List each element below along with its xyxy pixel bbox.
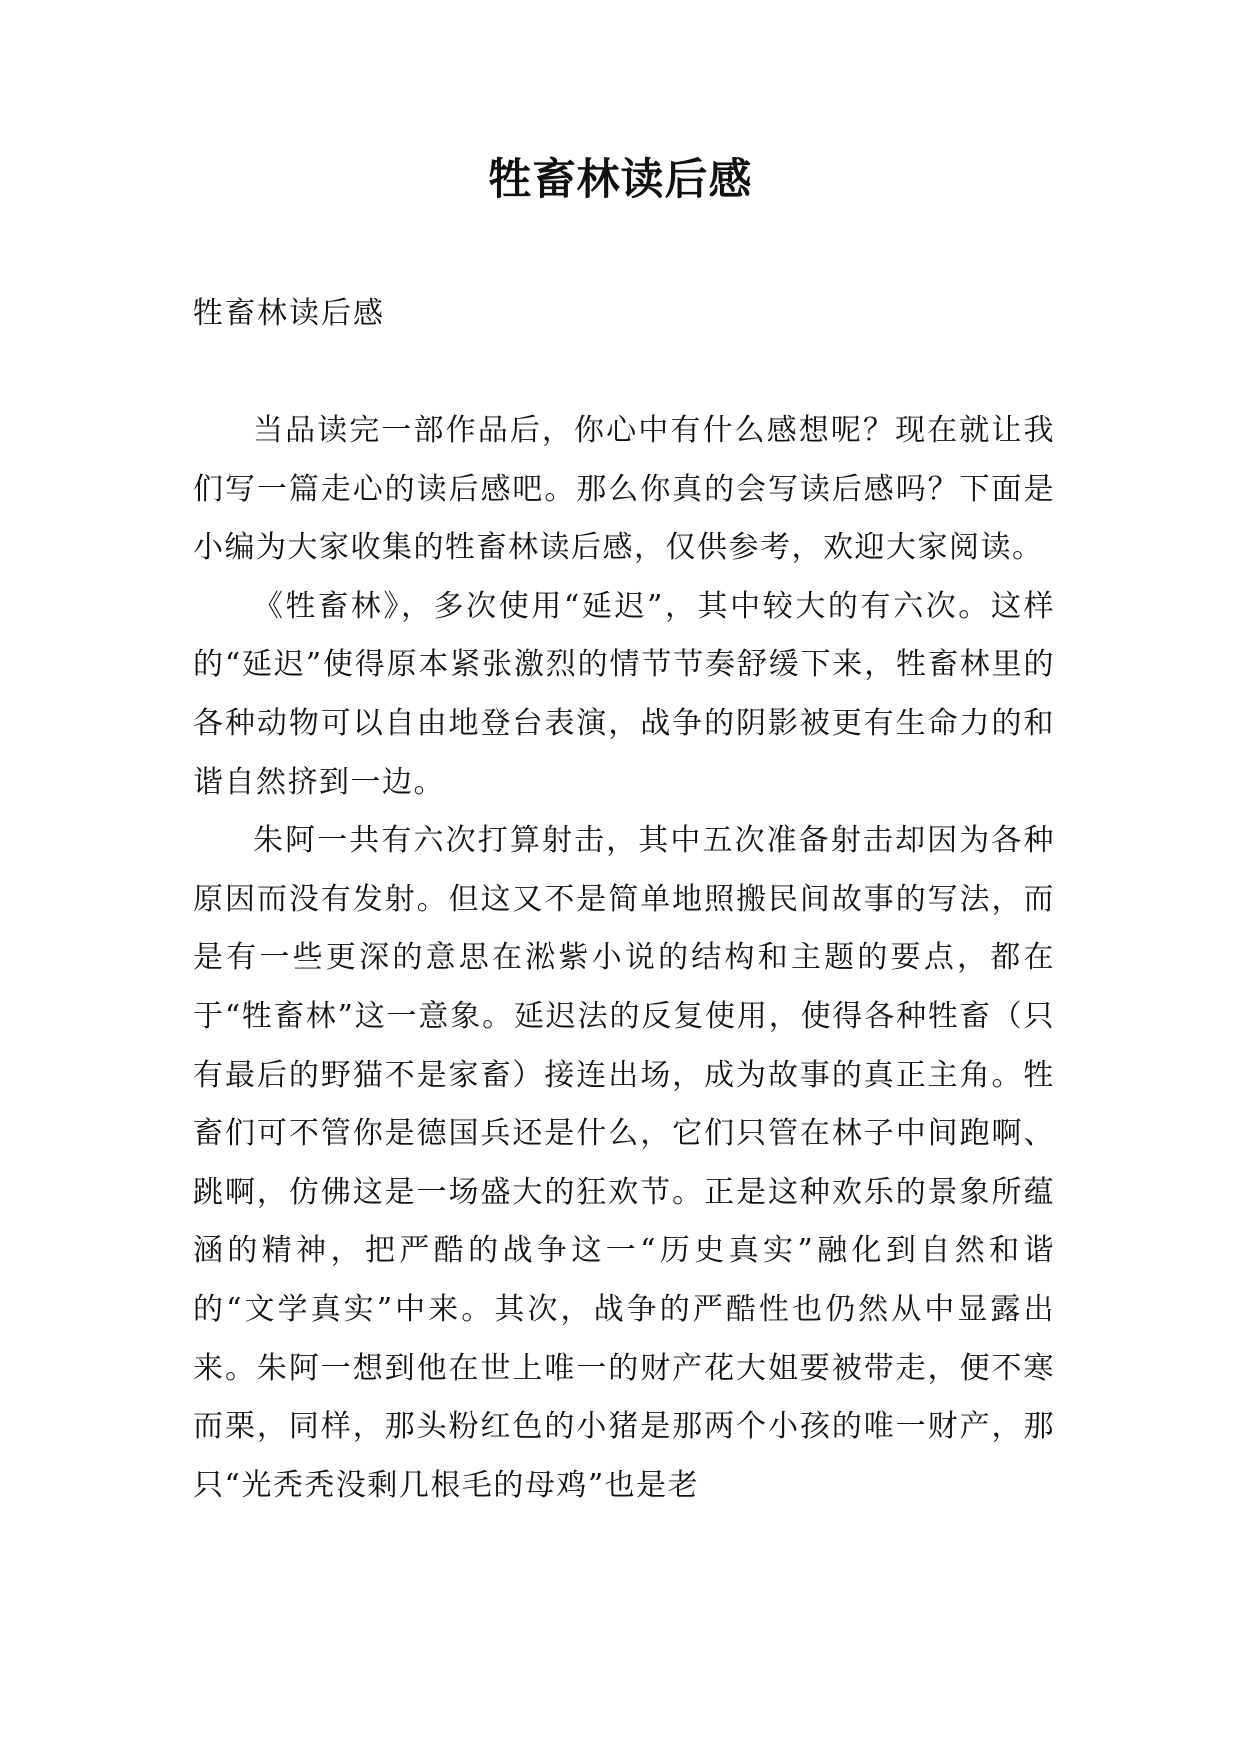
paragraph-3: 朱阿一共有六次打算射击，其中五次准备射击却因为各种原因而没有发射。但这又不是简单地照搬民间故事的写法，而是有一些更深的意思在淞紫小说的结构和主题的要点，都在于“牲畜林”这一意象。延迟法的反复使用，使得各种牲畜（只有最后的野猫不是家畜）接连出场，成为故事的真正主角。牲畜们可不管你是德国兵还是什么，它们只管在林子中间跑啊、跳啊，仿佛这是一场盛大的狂欢节。正是这种欢乐的景象所蕴涵的精神，把严酷的战争这一“历史真实”融化到自然和谐的“文学真实”中来。其次，战争的严酷性也仍然从中显露出来。朱阿一想到他在世上唯一的财产花大姐要被带走，便不寒而栗，同样，那头粉红色的小猪是那两个小孩的唯一财产，那只“光秃秃没剩几根毛的母鸡”也是老 (193, 823, 1055, 1503)
document-body (193, 292, 1055, 1515)
paragraph-1: 当品读完一部作品后，你心中有什么感想呢？现在就让我们写一篇走心的读后感吧。那么你真的会写读后感吗？下面是小编为大家收集的牲畜林读后感，仅供参考，欢迎大家阅读。 (193, 413, 1055, 566)
paragraph-2: 《牲畜林》，多次使用“延迟”，其中较大的有六次。这样的“延迟”使得原本紧张激烈的情节节奏舒缓下来，牲畜林里的各种动物可以自由地登台表演，战争的阴影被更有生命力的和谐自然挤到一边。 (193, 588, 1055, 800)
document-subtitle: 牲畜林读后感 (193, 296, 385, 331)
document-title: 牲畜林读后感 (488, 155, 753, 205)
